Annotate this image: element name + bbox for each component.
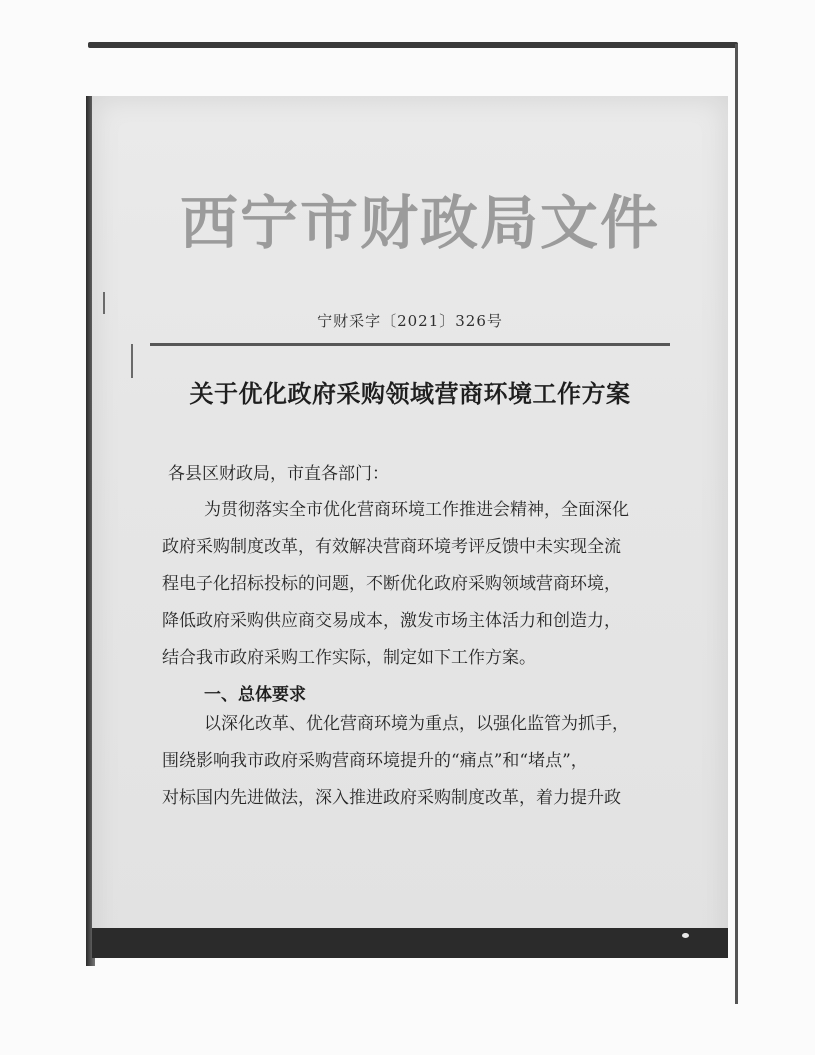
- document-number: 宁财采字〔2021〕326号: [317, 312, 503, 330]
- paragraph-line: 为贯彻落实全市优化营商环境工作推进会精神，全面深化: [204, 500, 629, 520]
- paragraph-line: 围绕影响我市政府采购营商环境提升的“痛点”和“堵点”，: [162, 751, 588, 771]
- paragraph-line: 降低政府采购供应商交易成本，激发市场主体活力和创造力，: [162, 611, 621, 631]
- body-paragraph: [162, 706, 662, 817]
- page-right-edge: [735, 44, 738, 1004]
- page-top-edge: [88, 42, 738, 48]
- salutation: 各县区财政局，市直各部门：: [168, 464, 389, 484]
- paragraph-line: 政府采购制度改革，有效解决营商环境考评反馈中未实现全流: [162, 537, 621, 557]
- body-paragraph: [162, 492, 662, 677]
- page-bottom-band: [92, 928, 728, 958]
- binding-mark: [103, 292, 105, 314]
- paragraph-line: 对标国内先进做法，深入推进政府采购制度改革，着力提升政: [162, 788, 621, 808]
- document-title: 关于优化政府采购领域营商环境工作方案: [189, 379, 631, 408]
- binding-mark: [131, 344, 133, 378]
- paragraph-line: 结合我市政府采购工作实际，制定如下工作方案。: [162, 648, 536, 668]
- paragraph-line: 程电子化招标投标的问题，不断优化政府采购领域营商环境，: [162, 574, 621, 594]
- scan-speck: [682, 933, 689, 938]
- letterhead: 西宁市财政局文件: [179, 189, 660, 257]
- section-heading: 一、总体要求: [204, 685, 306, 705]
- paragraph-line: 以深化改革、优化营商环境为重点，以强化监管为抓手，: [204, 714, 629, 734]
- header-divider: [150, 343, 670, 346]
